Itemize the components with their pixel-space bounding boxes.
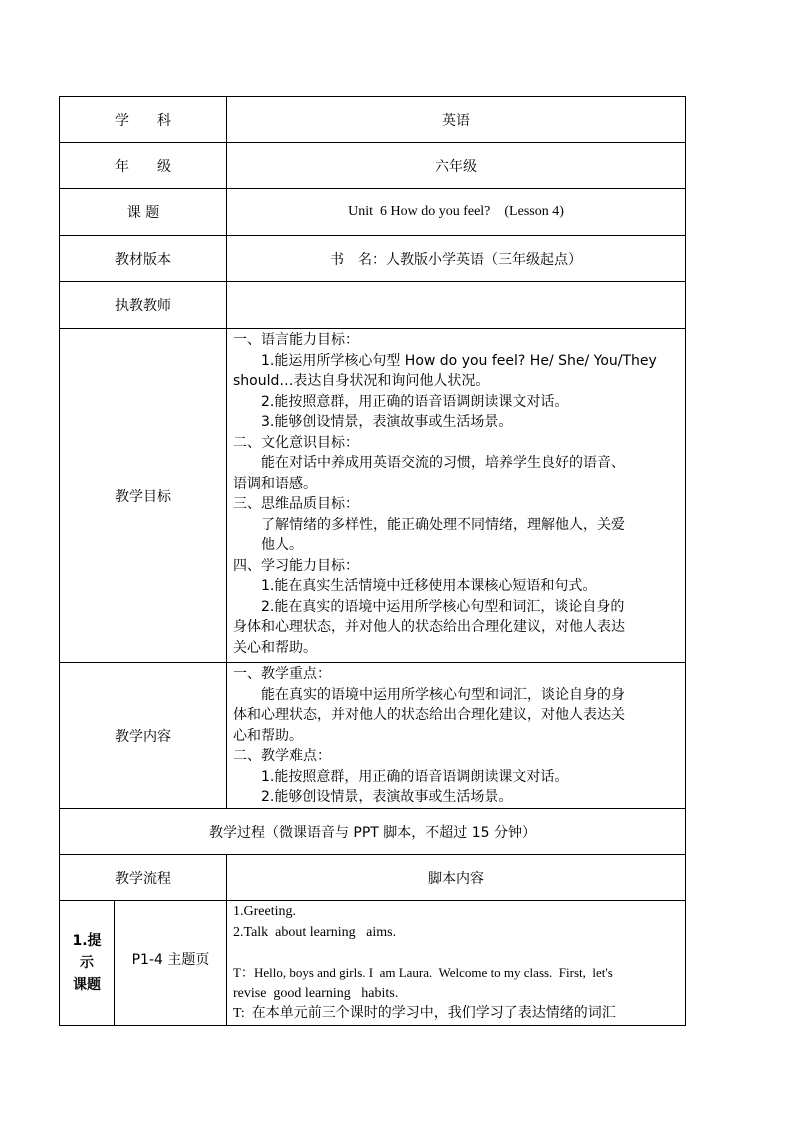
content-line: 2.能够创设情景，表演故事或生活场景。 bbox=[261, 789, 513, 805]
step1-title-line: 1.提 bbox=[72, 933, 102, 949]
objectives-line: 身体和心理状态，并对他人的状态给出合理化建议，对他人表达 bbox=[233, 619, 625, 635]
objectives-row bbox=[60, 329, 686, 663]
subject-value: 英语 bbox=[227, 97, 686, 143]
lesson-plan-table bbox=[59, 96, 686, 1026]
script-line: 1.Greeting. bbox=[233, 904, 296, 919]
content-row bbox=[60, 663, 686, 809]
objectives-line: 二、文化意识目标： bbox=[233, 434, 359, 451]
objectives-line: 3.能够创设情景，表演故事或生活场景。 bbox=[261, 414, 513, 430]
edition-value: 书 名：人教版小学英语（三年级起点） bbox=[227, 236, 686, 282]
objectives-line: 1.能运用所学核心句型 How do you feel? He/ She/ You/They bbox=[261, 352, 657, 369]
content-line: 1.能按照意群，用正确的语音语调朗读课文对话。 bbox=[261, 768, 569, 785]
objectives-line: 一、语言能力目标： bbox=[233, 332, 359, 348]
step1-script-body bbox=[233, 902, 683, 1024]
step1-slide: P1-4 主题页 bbox=[115, 901, 227, 1026]
edition-label: 教材版本 bbox=[60, 236, 227, 282]
objectives-label: 教学目标 bbox=[60, 329, 227, 663]
flow-label: 教学流程 bbox=[60, 855, 227, 901]
topic-row bbox=[60, 189, 686, 236]
step1-script bbox=[227, 901, 686, 1026]
content-line: 体和心理状态，并对他人的状态给出合理化建议，对他人表达关 bbox=[233, 707, 625, 723]
script-line: T: 在本单元前三个课时的学习中，我们学习了表达情绪的词汇 bbox=[233, 1006, 616, 1021]
flow-header-row bbox=[60, 855, 686, 901]
script-line: revise good learning habits. bbox=[233, 985, 399, 1001]
step1-title bbox=[60, 901, 115, 1026]
teacher-value bbox=[227, 282, 686, 329]
process-header: 教学过程（微课语音与 PPT 脚本，不超过 15 分钟） bbox=[60, 809, 686, 855]
objectives-line: 他人。 bbox=[261, 537, 303, 553]
teacher-label: 执教教师 bbox=[60, 282, 227, 329]
topic-value: Unit 6 How do you feel? (Lesson 4) bbox=[227, 189, 686, 236]
objectives-line: 四、学习能力目标： bbox=[233, 557, 359, 574]
edition-row bbox=[60, 236, 686, 282]
script-line: T：Hello, boys and girls. I am Laura. Welcome to my class. First, let's bbox=[233, 965, 613, 980]
objectives-line: should…表达自身状况和询问他人状况。 bbox=[233, 373, 490, 389]
subject-label: 学 科 bbox=[60, 97, 227, 143]
topic-label: 课 题 bbox=[60, 189, 227, 236]
subject-row bbox=[60, 97, 686, 143]
teacher-row bbox=[60, 282, 686, 329]
objectives-text bbox=[227, 329, 686, 663]
content-line: 能在真实的语境中运用所学核心句型和词汇，谈论自身的身 bbox=[261, 686, 625, 703]
grade-value: 六年级 bbox=[227, 143, 686, 189]
step1-row bbox=[60, 901, 686, 1026]
objectives-line: 2.能按照意群，用正确的语音语调朗读课文对话。 bbox=[261, 393, 569, 410]
objectives-line: 1.能在真实生活情境中迁移使用本课核心短语和句式。 bbox=[261, 578, 597, 594]
process-header-row bbox=[60, 809, 686, 855]
objectives-line: 三、思维品质目标： bbox=[233, 496, 359, 512]
grade-label: 年 级 bbox=[60, 143, 227, 189]
step1-title-line: 课题 bbox=[73, 977, 101, 993]
content-line: 心和帮助。 bbox=[233, 727, 303, 744]
grade-row bbox=[60, 143, 686, 189]
objectives-line: 能在对话中养成用英语交流的习惯，培养学生良好的语音、 bbox=[261, 455, 625, 471]
step1-title-line: 示 bbox=[80, 955, 94, 971]
script-label: 脚本内容 bbox=[227, 855, 686, 901]
content-text bbox=[227, 663, 686, 809]
script-line bbox=[233, 943, 683, 963]
content-label: 教学内容 bbox=[60, 663, 227, 809]
script-line: 2.Talk about learning aims. bbox=[233, 924, 397, 940]
objectives-line: 2.能在真实的语境中运用所学核心句型和词汇，谈论自身的 bbox=[261, 598, 625, 615]
objectives-line: 了解情绪的多样性，能正确处理不同情绪，理解他人，关爱 bbox=[261, 516, 625, 533]
objectives-line: 语调和语感。 bbox=[233, 475, 317, 492]
content-line: 二、教学难点： bbox=[233, 748, 331, 764]
content-line: 一、教学重点： bbox=[233, 666, 331, 682]
objectives-line: 关心和帮助。 bbox=[233, 639, 317, 656]
